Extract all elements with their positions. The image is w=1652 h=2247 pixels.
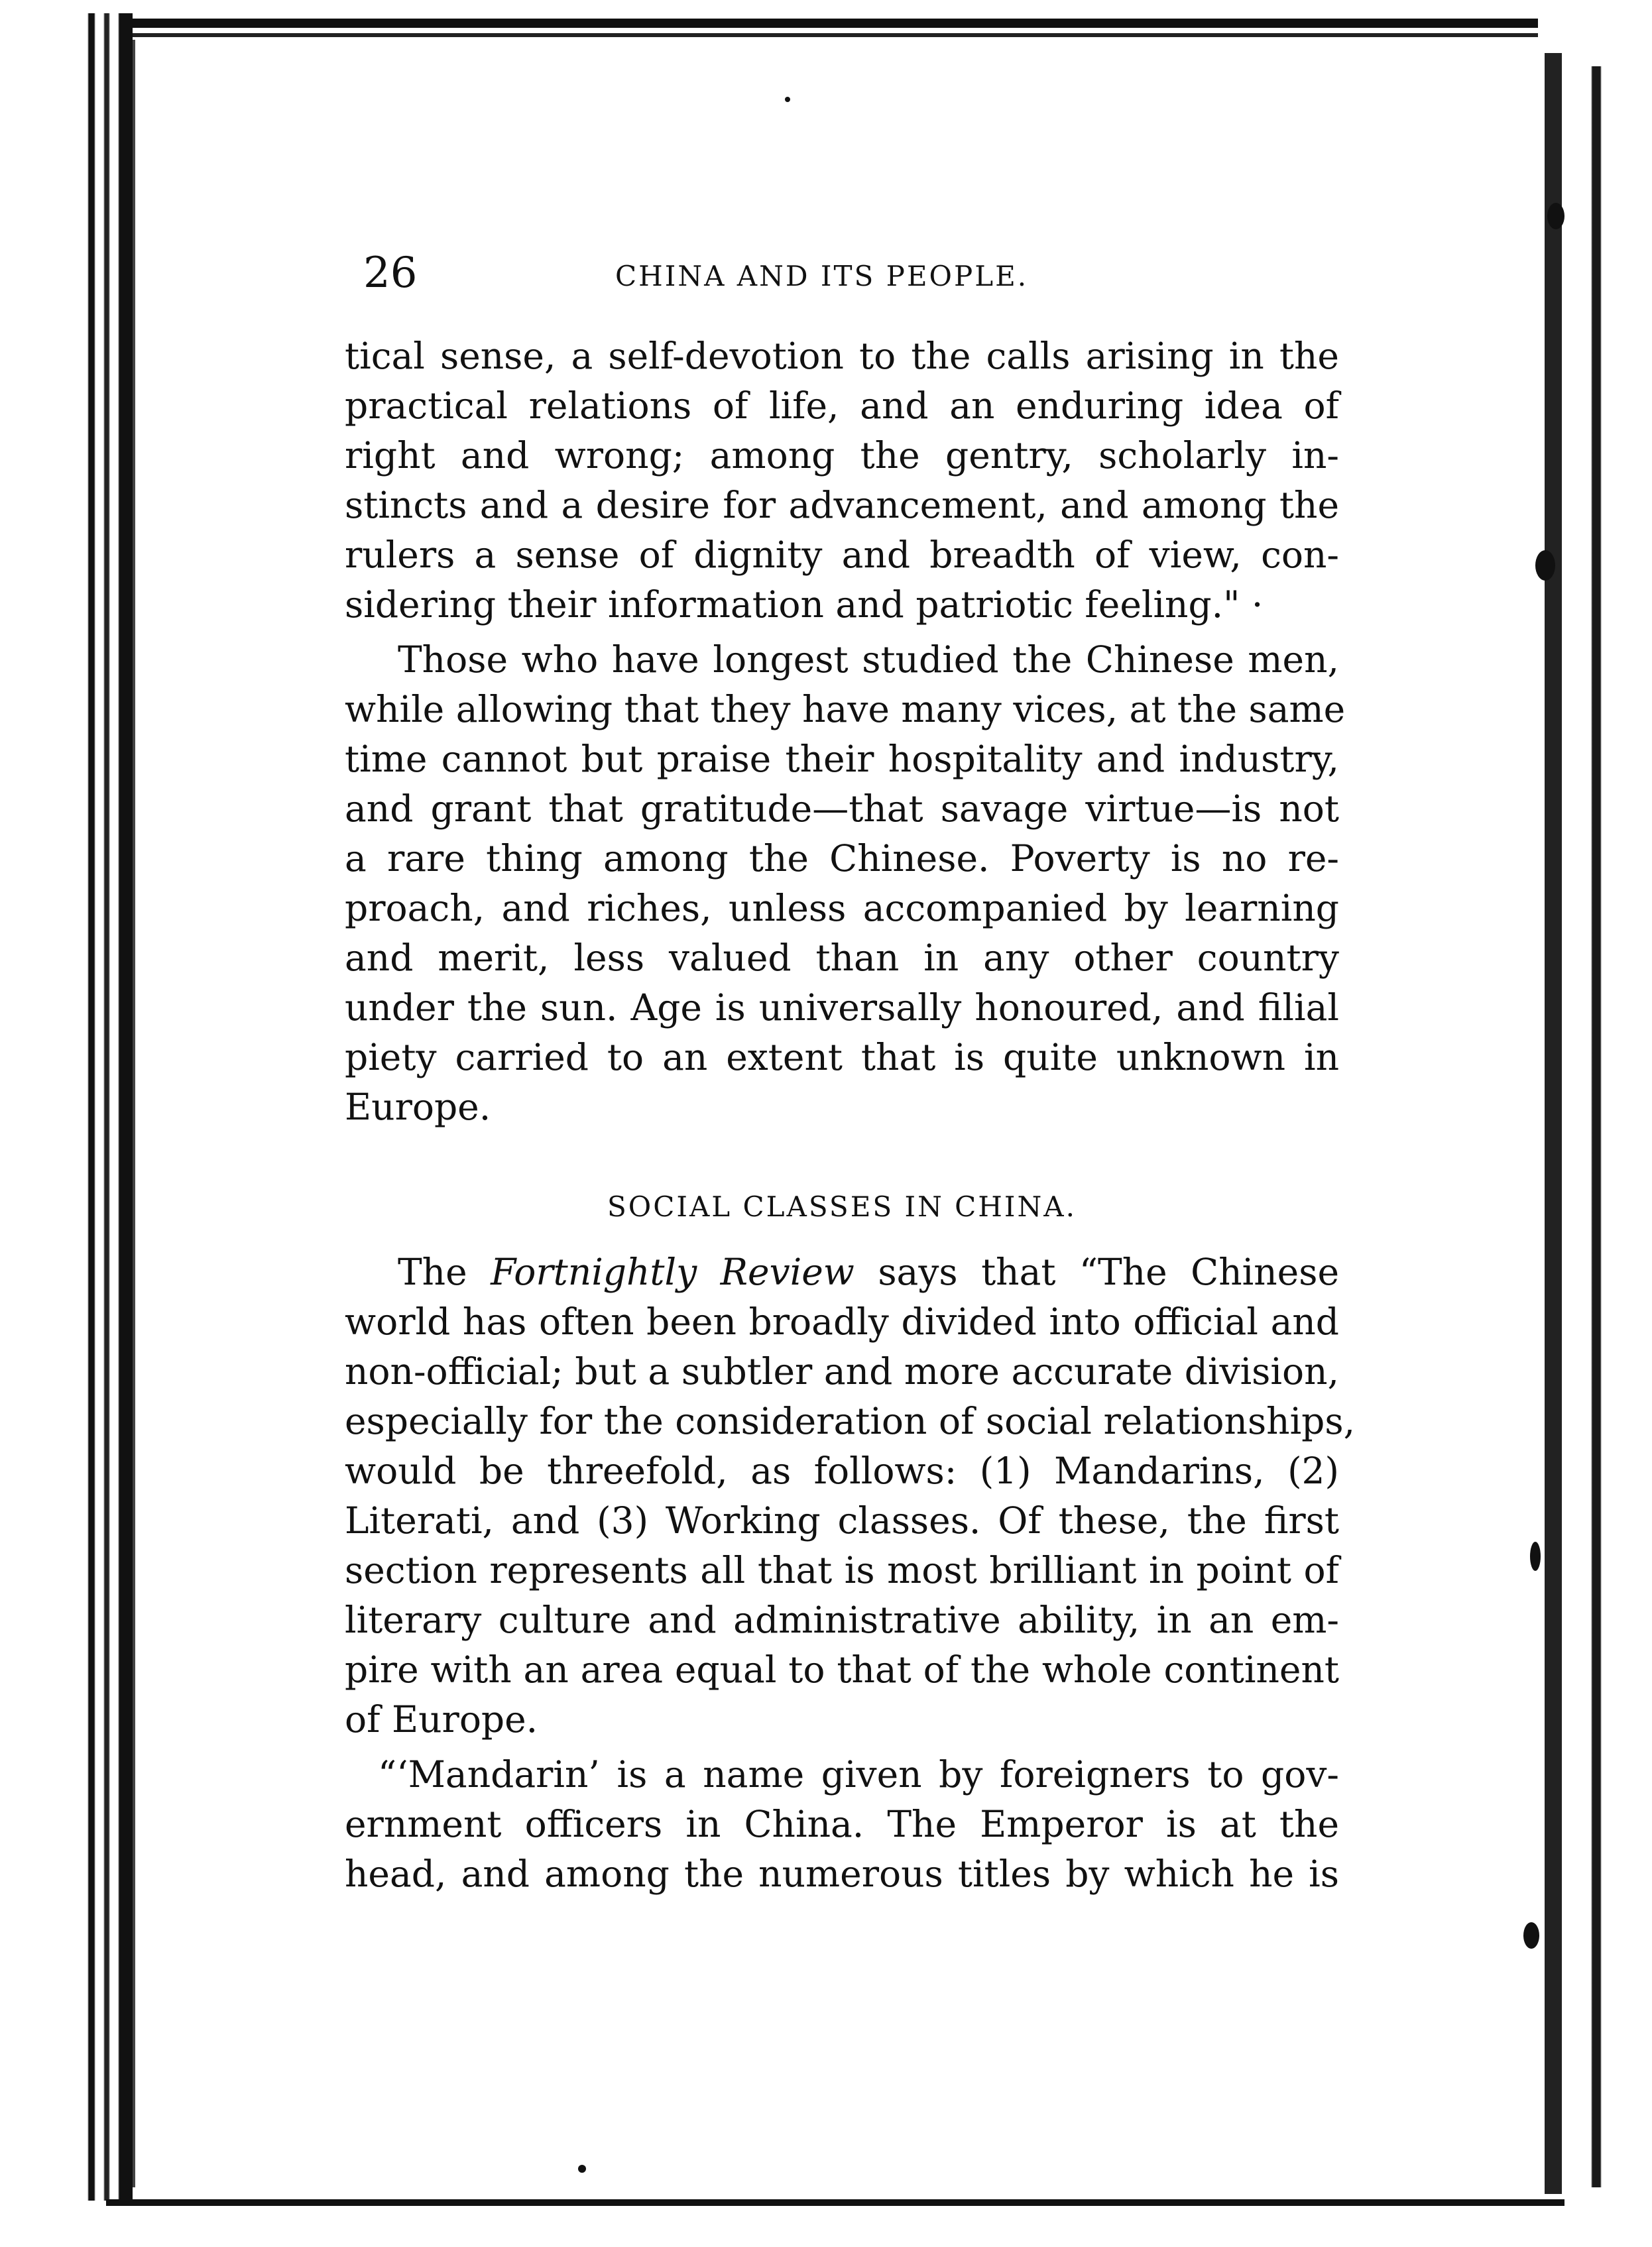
text-line: piety carried to an extent that is quite unknown in [345,1036,1339,1078]
text-line: section represents all that is most brilliant in point of [345,1549,1339,1591]
text-run: The [398,1251,491,1293]
text-line [345,1247,1339,1297]
scan-speck [1523,1922,1539,1949]
section-heading: SOCIAL CLASSES IN CHINA. [607,1190,1077,1223]
paragraph-4 [345,1750,1339,1899]
scan-speck [1535,550,1555,581]
text-line: while allowing that they have many vices, at the same [345,688,1346,730]
text-line: and merit, less valued than in any other country [345,937,1339,979]
text-line: right and wrong; among the gentry, scholarly in- [345,434,1339,477]
text-line: literary culture and administrative ability, in an em- [345,1599,1339,1641]
body-text [345,331,1356,1899]
text-line: world has often been broadly divided into official and [345,1300,1339,1343]
page-number: 26 [363,249,418,298]
text-line: stincts and a desire for advancement, and among the [345,484,1339,526]
scan-speck [1530,1542,1541,1571]
text-line: Literati, and (3) Working classes. Of these, the first [345,1499,1339,1542]
paragraph-2 [345,635,1346,1132]
scan-speck [578,2165,586,2173]
text-line: practical relations of life, and an enduring idea of [345,384,1339,427]
text-line: tical sense, a self-devotion to the calls arising in the [345,335,1339,377]
text-line: pire with an area equal to that of the whole continent [345,1648,1339,1691]
text-line: a rare thing among the Chinese. Poverty is no re- [345,837,1339,880]
text-line: “‘Mandarin’ is a name given by foreigners to gov- [378,1753,1339,1796]
periodical-title: Fortnightly Review [491,1251,855,1293]
paragraph-3 [345,1247,1356,1745]
running-head [363,247,1550,300]
page-right-edge [1545,53,1562,2194]
page-top-edge-inner [133,33,1538,37]
text-line: ernment officers in China. The Emperor is at the [345,1803,1339,1845]
text-line: and grant that gratitude—that savage virtue—is not [345,787,1339,830]
text-line: Europe. [345,1086,491,1128]
text-line: rulers a sense of dignity and breadth of view, con- [345,534,1339,576]
text-line: under the sun. Age is universally honoured, and filial [345,986,1339,1029]
scan-speck [1547,203,1564,229]
text-line: especially for the consideration of social relationships, [345,1400,1356,1442]
page-bottom-edge [106,2199,1564,2206]
text-line: head, and among the numerous titles by which he is [345,1853,1339,1895]
paragraph-1 [345,331,1339,630]
text-line: proach, and riches, unless accompanied by learning [345,887,1339,929]
running-head-title: CHINA AND ITS PEOPLE. [615,260,1029,292]
text-line: non-official; but a subtler and more accurate division, [345,1350,1339,1393]
text-line: of Europe. [345,1698,538,1741]
page-right-margin-rule [1578,66,1618,2187]
text-line: Those who have longest studied the Chinese men, [398,638,1339,681]
text-line: would be threefold, as follows: (1) Mandarins, (2) [345,1450,1339,1492]
page-top-edge [126,19,1538,28]
text-line: sidering their information and patriotic feeling." · [345,583,1264,626]
text-line: time cannot but praise their hospitality and industry, [345,738,1339,780]
book-spine [80,13,133,2201]
scan-speck [785,97,790,102]
text-run: says that “The Chinese [854,1251,1339,1293]
